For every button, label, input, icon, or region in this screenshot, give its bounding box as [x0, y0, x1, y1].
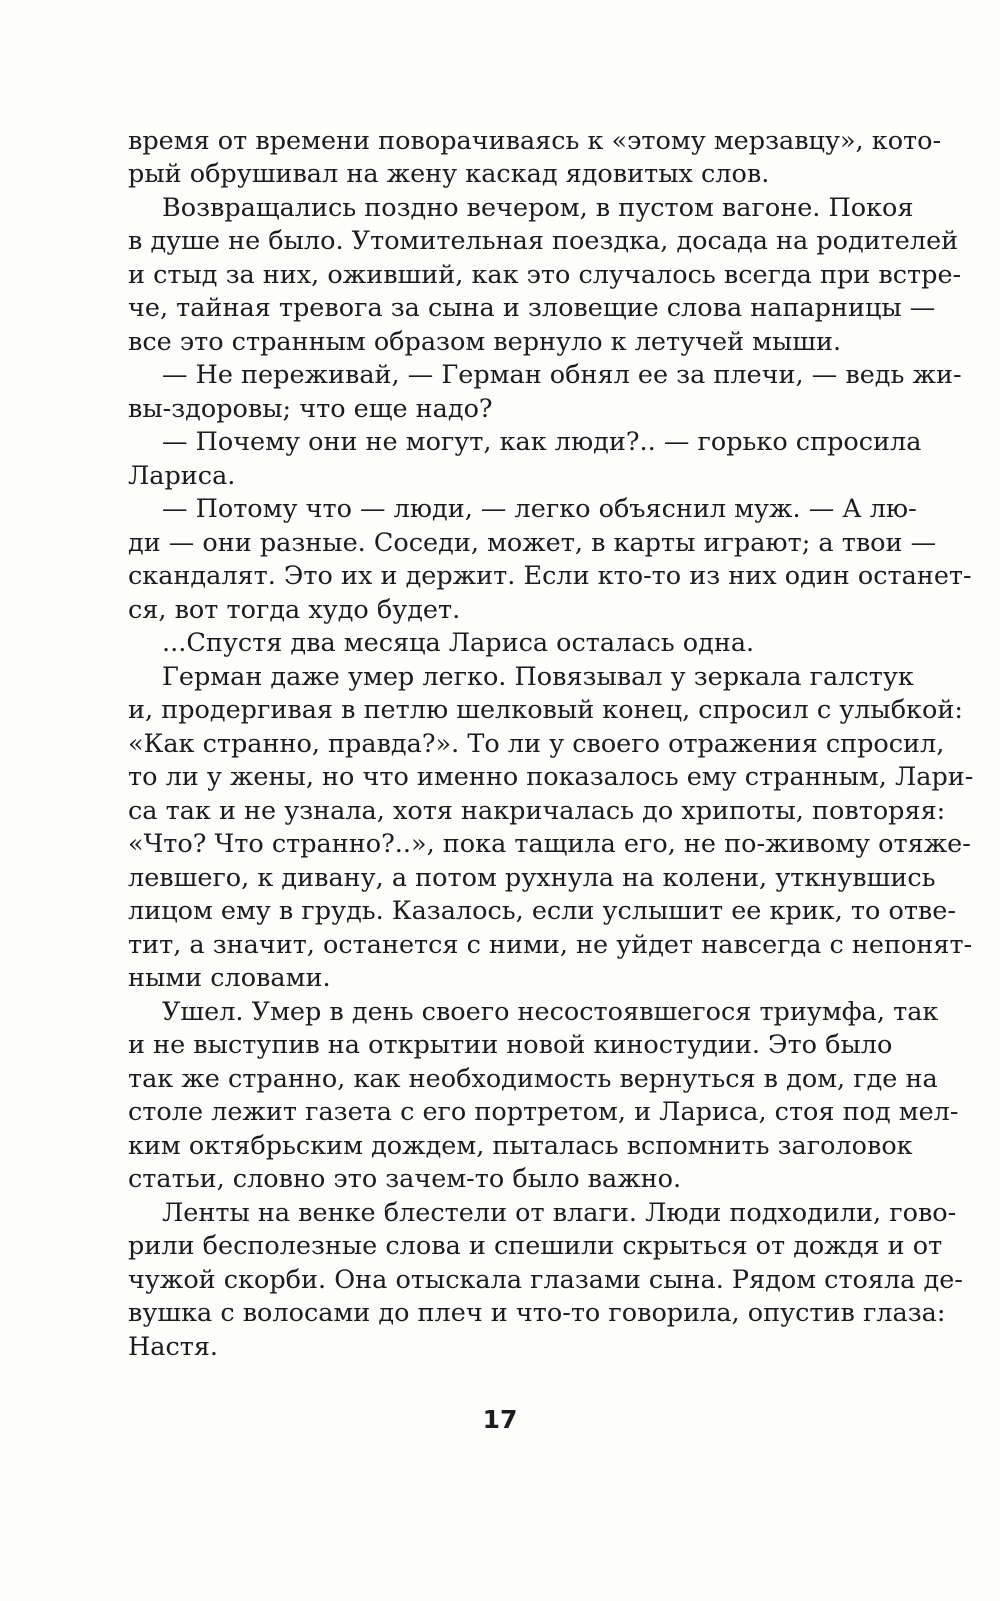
- text-line: Лариса.: [128, 461, 236, 491]
- text-line: столе лежит газета с его портретом, и Лариса, стоя под мел-: [128, 1097, 959, 1127]
- paragraph-start-line: Ушел. Умер в день своего несостоявшегося триумфа, так: [162, 997, 939, 1027]
- text-line: скандалят. Это их и держит. Если кто-то из них один останет-: [128, 561, 972, 591]
- text-line: и стыд за них, оживший, как это случалось всегда при встре-: [128, 260, 962, 290]
- text-line: че, тайная тревога за сына и зловещие слова напарницы —: [128, 293, 936, 323]
- text-line: ди — они разные. Соседи, может, в карты играют; а твои —: [128, 528, 937, 558]
- paragraph-start-line: Ленты на венке блестели от влаги. Люди подходили, гово-: [162, 1198, 957, 1228]
- text-line: рили бесполезные слова и спешили скрыться от дождя и от: [128, 1231, 943, 1261]
- text-line: са так и не узнала, хотя накричалась до хрипоты, повторяя:: [128, 796, 946, 826]
- paragraph-start-line: Возвращались поздно вечером, в пустом вагоне. Покоя: [162, 193, 914, 223]
- text-line: все это странным образом вернуло к летучей мыши.: [128, 327, 842, 357]
- text-line: статьи, словно это зачем-то было важно.: [128, 1164, 682, 1194]
- text-line: «Как странно, правда?». То ли у своего отражения спросил,: [128, 729, 945, 759]
- text-line: чужой скорби. Она отыскала глазами сына. Рядом стояла де-: [128, 1265, 963, 1295]
- text-line: ся, вот тогда худо будет.: [128, 595, 461, 625]
- paragraph-start-line: — Потому что — люди, — легко объяснил муж. — А лю-: [162, 494, 917, 524]
- text-line: вы-здоровы; что еще надо?: [128, 394, 493, 424]
- text-line: ными словами.: [128, 963, 331, 993]
- text-line: левшего, к дивану, а потом рухнула на колени, уткнувшись: [128, 863, 936, 893]
- paragraph-start-line: — Почему они не могут, как люди?.. — горько спросила: [162, 427, 922, 457]
- paragraph-start-line: ...Спустя два месяца Лариса осталась одна.: [162, 628, 755, 658]
- text-line: и не выступив на открытии новой киностудии. Это было: [128, 1030, 893, 1060]
- text-line: вушка с волосами до плеч и что-то говорила, опустив глаза:: [128, 1298, 946, 1328]
- page-number: 17: [482, 1405, 518, 1434]
- text-line: время от времени поворачиваясь к «этому мерзавцу», кото-: [128, 126, 942, 156]
- text-line: ким октябрьским дождем, пыталась вспомнить заголовок: [128, 1131, 913, 1161]
- text-line: рый обрушивал на жену каскад ядовитых слов.: [128, 159, 770, 189]
- text-line: лицом ему в грудь. Казалось, если услышит ее крик, то отве-: [128, 896, 956, 926]
- text-line: Настя.: [128, 1332, 219, 1362]
- text-line: «Что? Что странно?..», пока тащила его, не по-живому отяже-: [128, 829, 971, 859]
- text-line: и, продергивая в петлю шелковый конец, спросил с улыбкой:: [128, 695, 963, 725]
- paragraph-start-line: Герман даже умер легко. Повязывал у зеркала галстук: [162, 662, 914, 692]
- text-line: в душе не было. Утомительная поездка, досада на родителей: [128, 226, 959, 256]
- text-line: так же странно, как необходимость вернуться в дом, где на: [128, 1064, 938, 1094]
- text-line: тит, а значит, останется с ними, не уйдет навсегда с непонят-: [128, 930, 973, 960]
- text-line: то ли у жены, но что именно показалось ему странным, Лари-: [128, 762, 974, 792]
- paragraph-start-line: — Не переживай, — Герман обнял ее за плечи, — ведь жи-: [162, 360, 962, 390]
